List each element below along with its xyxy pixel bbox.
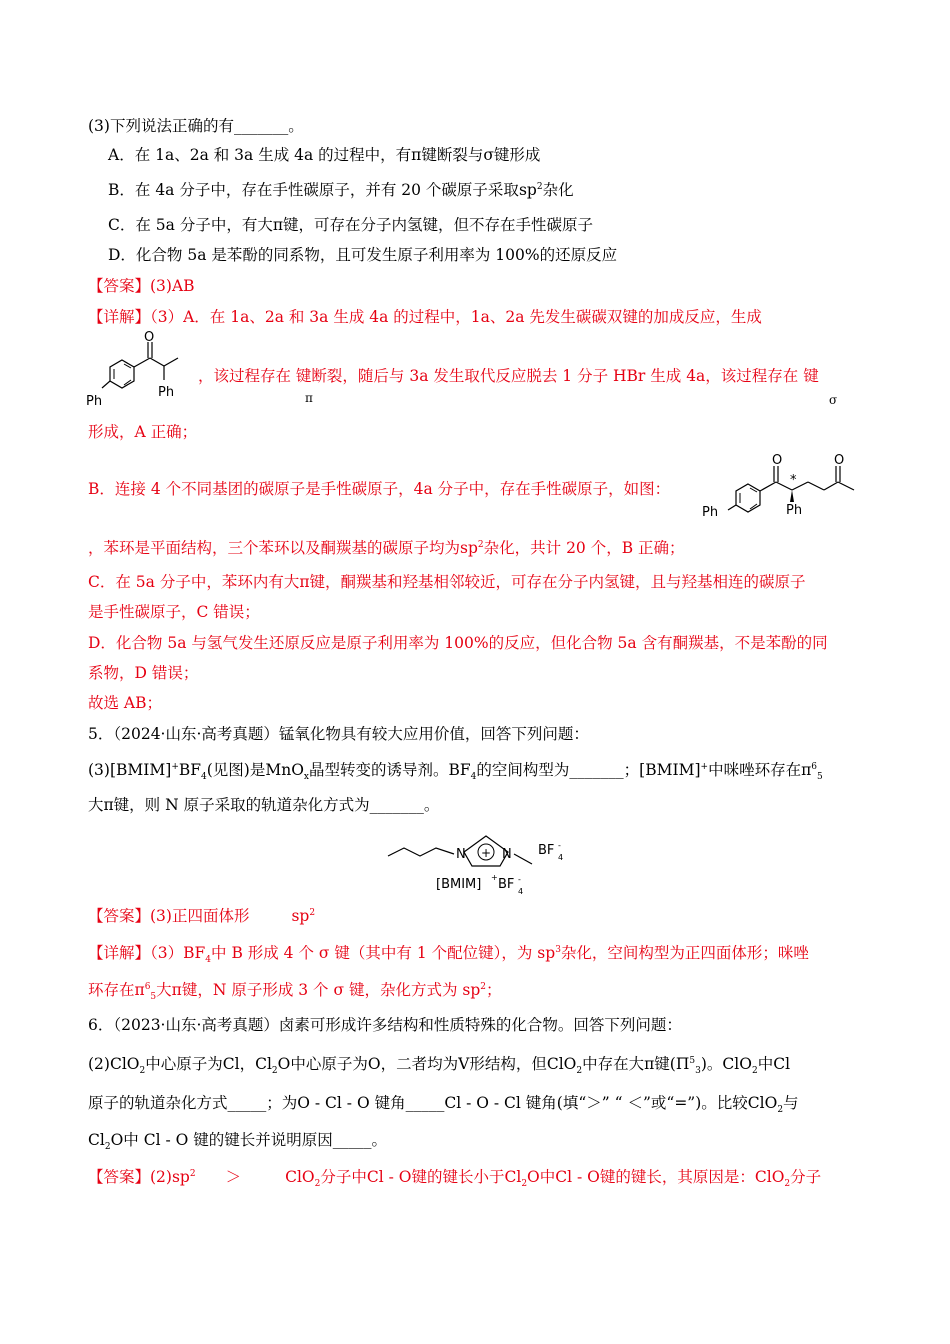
q3-stem: (3)下列说法正确的有_______。 [88, 117, 304, 135]
q3-option-c: C．在 5a 分子中，有大π键，可存在分子内氢键，但不存在手性碳原子 [108, 216, 594, 234]
q5-detail-2: 环存在$\pi^6_5$大π键，N 原子形成 3 个 σ 键，杂化方式为 $sp^2$； [88, 981, 502, 1003]
svg-text:-: - [518, 875, 521, 884]
q3-detail-a: 【详解】（3）A．在 1a、2a 和 3a 生成 4a 的过程中，1a、2a 先发生碳碳双键的加成反应，生成 [88, 308, 762, 326]
q3-option-b: B．在 4a 分子中，存在手性碳原子，并有 20 个碳原子采取$sp^2$杂化 [108, 181, 574, 199]
ph-label: Ph [158, 385, 175, 400]
q5-detail-1: 【详解】$(3)BF_4$中 B 形成 4 个 σ 键（其中有 1 个配位键），为 $sp^3$杂化，空间构型为正四面体形；咪唑 [88, 944, 809, 966]
svg-text:BF: BF [498, 877, 515, 892]
svg-text:O: O [834, 453, 845, 468]
svg-text:-: - [558, 841, 561, 850]
pi-symbol: π [305, 391, 313, 405]
q5-line1: $(3)[BMIM]^+BF_4$(见图)是MnO$_x$晶型转变的诱导剂。$BF_4$的空间构型为_______；[BMIM]+中咪唑环存在$\pi^6_5$ [88, 761, 823, 783]
q3-answer: 【答案】(3)AB [88, 277, 195, 295]
ph-label: Ph [786, 503, 803, 518]
svg-text:+: + [481, 846, 492, 860]
bmim-structure [384, 826, 574, 898]
svg-text:+: + [491, 873, 498, 882]
svg-text:O: O [144, 330, 155, 345]
molecule-intermediate [84, 330, 212, 412]
q3-detail-c: C．在 5a 分子中，苯环内有大π键，酮羰基和羟基相邻较近，可存在分子内氢键，且与羟基相连的碳原子 [88, 573, 806, 591]
svg-text:BF: BF [538, 843, 555, 858]
svg-text:N: N [456, 847, 466, 862]
q3-detail-d-cont: 系物，D 错误； [88, 664, 199, 682]
svg-text:N: N [502, 847, 512, 862]
ph-label: Ph [86, 394, 103, 409]
svg-text:4: 4 [518, 887, 524, 896]
q6-line1: (2)ClO$_2$中心原子为Cl，$Cl_2O$中心原子为O，二者均为V形结构，但ClO$_2$中存在大π键$(\Pi^5_3)$。ClO$_2$中Cl [88, 1055, 791, 1077]
q3-detail-a-cont: ，该过程存在 键断裂，随后与 3a 发生取代反应脱去 1 分子 HBr 生成 4a，该过程存在 键 [198, 367, 819, 385]
q3-detail-d: D．化合物 5a 与氢气发生还原反应是原子利用率为 100%的反应，但化合物 5a 含有酮羰基，不是苯酚的同 [88, 634, 828, 652]
q6-line2: 原子的轨道杂化方式_____；为O - Cl - O 键角_____Cl - O - Cl 键角(填“＞” “ ＜”或“=”)。比较ClO$_2$与 [88, 1094, 799, 1116]
q3-option-d: D．化合物 5a 是苯酚的同系物，且可发生原子利用率为 100%的还原反应 [108, 246, 618, 264]
q6-header: 6．（2023·山东·高考真题）卤素可形成许多结构和性质特殊的化合物。回答下列问题： [88, 1016, 682, 1034]
svg-text:4: 4 [558, 853, 564, 862]
q3-detail-b: B．连接 4 个不同基团的碳原子是手性碳原子，4a 分子中，存在手性碳原子，如图： [88, 480, 671, 498]
chiral-star: * [790, 473, 797, 488]
ph-label: Ph [702, 505, 719, 520]
q3-detail-b-cont: ，苯环是平面结构，三个苯环以及酮羰基的碳原子均为$sp^2$杂化，共计 20 个，B 正确； [88, 539, 685, 557]
q6-answer: 【答案】$(2)sp^2 > ClO_2$分子中Cl - O键的键长小于$Cl_2O$中Cl - O键的键长，其原因是：ClO$_2$分子 [88, 1168, 822, 1190]
q3-conclusion: 故选 AB； [88, 694, 163, 712]
q6-line3: $Cl_2O$中 Cl - O 键的键长并说明原因_____。 [88, 1131, 388, 1153]
q3-option-a: A．在 1a、2a 和 3a 生成 4a 的过程中，有π键断裂与σ键形成 [108, 146, 541, 164]
q5-answer: 【答案】(3)正四面体形 $sp^2$ [88, 907, 316, 925]
svg-text:[BMIM]: [BMIM] [436, 877, 482, 892]
q5-line2: 大π键，则 N 原子采取的轨道杂化方式为_______。 [88, 796, 440, 814]
q5-header: 5．（2024·山东·高考真题）锰氧化物具有较大应用价值，回答下列问题： [88, 725, 589, 743]
svg-text:O: O [772, 453, 783, 468]
q3-detail-a-end: 形成，A 正确； [88, 423, 198, 441]
sigma-symbol: σ [829, 393, 838, 407]
q3-detail-c-cont: 是手性碳原子，C 错误； [88, 603, 260, 621]
molecule-4a [698, 450, 868, 520]
